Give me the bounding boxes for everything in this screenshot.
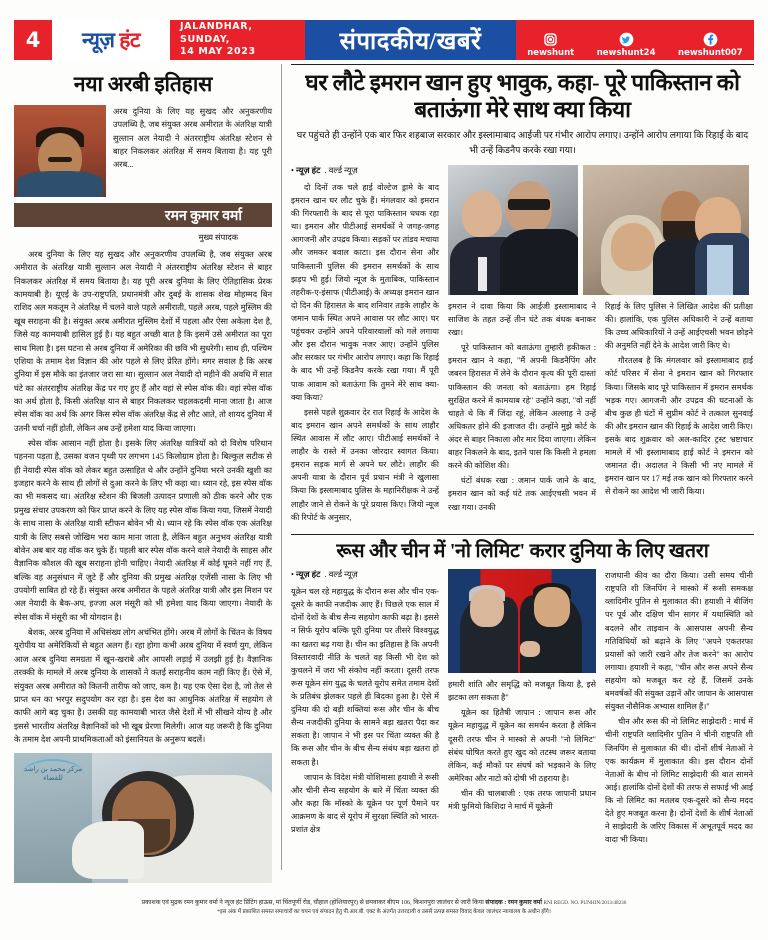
page-content (14, 64, 754, 892)
lead-photos (448, 165, 753, 295)
editor-portrait (14, 105, 106, 197)
footer-imprint (14, 898, 754, 908)
imran-khan-photo-left (448, 165, 578, 295)
main-stories-area (291, 64, 754, 848)
footer-jurisdiction: *इस अंक में प्रकाशित समस्त समाचारों का चयन एवं संपादन हेतु पी.आर.बी. एक्ट के अंतर्गत उत्तरदायी व उससे उत्पन्न समस्त विवाद केवल जालंधर न्यायालय के अधीन होंगे। (217, 908, 551, 915)
second-paragraph: राजधानी कीव का दौरा किया। उसी समय चीनी राष्ट्रपति शी जिनपिंग ने मास्को में रूसी समकक्ष व्लादिमीर पुतिन से मुलाकात की। हयाशी ने बीजिंग पर पूर्व और दक्षिण चीन सागर में यथास्थिति को बदलने और ताइवान के आसपास अपनी सैन्य गतिविधियों को बढ़ाने के लिए "अपने एकतरफा प्रयासों को जारी रखने और तेज करने" का आरोप लगाया। हयाशी ने कहा, "चीन और रूस अपने सैन्य सहयोग को मजबूत कर रहे हैं, जिसमें उनके बमवर्षकों की संयुक्त उड़ानें और जापान के आसपास संयुक्त नौसैनिक अभ्यास शामिल हैं।" (605, 571, 753, 712)
dateline-date: 14 MAY 2023 (180, 46, 256, 58)
lead-story (291, 64, 754, 526)
kicker-desk: वर्ल्ड न्यूज़ (328, 165, 358, 175)
second-story-columns (291, 569, 754, 848)
editorial-paragraph: बेशक, अरब दुनिया में अधिसंख्य लोग अचंभित होंगे। अरब में लोगों के चिंतन के विषय यूरोपीय या अमेरिकियों से बहुत अलग हैं। रहा होगा कभी अरब दुनिया में स्वर्ण युग, लेकिन आज अरब दुनिया समग्रता में खून-खराबे और आपसी लड़ाई में उलझी हुई है। वैज्ञानिक तरक्की के मामले में अरब दुनिया के शासकों ने कतई सराहनीय काम नहीं किए हैं। ऐसे में, संयुक्त अरब अमीरात को कितनी तारीफ को जाए, कम है। यह एक ऐसा देश है, जो तेल से प्राप्त धन का भरपूर सदुपयोग कर रहा है। इस देश का आधुनिक अंतरिक्ष में सहयोग ले काफी आगे बढ़ चुका है। उसकी यह कामयाबी भारत जैसे देशों में भी सीखने योग्य है और इससे भारतीय अंतरिक्ष वैज्ञानिकों को भी खूब प्रेरणा मिलेगी। आज यह जरूरी है कि दुनिया के तमाम देश अपनी प्राथमिकताओं को इंसानियत के अनुरूप बदलें। (14, 628, 272, 744)
kicker-brand: न्यूज़ हंट (296, 165, 321, 175)
lead-paragraph: रिहाई के लिए पुलिस ने लिखित आदेश की प्रतीक्षा की। हालांकि, एक पुलिस अधिकारी ने उन्हें बताया कि उच्च अधिकारियों ने उन्हें आईएचसी भवन छोड़ने की अनुमति नहीं देने के आदेश जारी किए थे। (605, 301, 753, 351)
dateline (170, 20, 305, 60)
section-title: संपादकीय/खबरें (305, 20, 516, 60)
lead-sub-columns (448, 300, 753, 516)
facebook-icon (703, 32, 718, 47)
kicker-brand: न्यूज़ हंट (296, 570, 321, 580)
lead-right-block (448, 165, 753, 526)
social-handles (516, 20, 754, 60)
footer-editor: संपादक : रमन कुमार वर्मा (485, 899, 542, 906)
second-column-3 (605, 569, 753, 848)
second-paragraph-subhead: चीन और रूस की नो लिमिट साझेदारी : मार्च में चीनी राष्ट्रपति व्लादिमीर पुतिन ने चीनी राष्ट्रपति शी जिनपिंग से मुलाकात की थी। दोनों शीर्ष नेताओं ने एक कार्यक्रम में मुलाकात की। इस दौरान दोनों नेताओं के बीच नो लिमिट साझेदारी की बात सामने आई। हालांकि दोनों देशों की तरफ से सफाई भी आई कि नो लिमिट का मतलब एक-दूसरे को सैन्य मदद देते हुए मजबूत करना है। दोनों देशों के शीर्ष नेताओं ने साझेदारी के जरिए विकास में अभूतपूर्व मदद का वादा भी किया। (605, 717, 753, 845)
imran-khan-photo-right (583, 165, 749, 295)
second-column-2 (448, 569, 596, 848)
second-paragraph-subhead: चीन की चालबाजी : एक तरफ जापानी प्रधान मंत्री फुमियो किशिदा ने मार्च में यूक्रेनी (448, 789, 596, 812)
second-paragraph: यूक्रेन चल रहे महायुद्ध के दौरान रूस और चीन एक-दूसरे के काफी नजदीक आए हैं। पिछले एक साल में दोनों देशों के बीच सैन्य सहयोग काफी बढ़ा है। इससे न सिर्फ यूरोप बल्कि पूरी दुनिया पर तीसरे विश्वयुद्ध का खतरा बढ़ गया है। चीन का इतिहास है कि अपनी विस्तारवादी नीति के चलते वह किसी भी देश को कुचलने में जरा भी संकोच नहीं करता। दूसरी तरफ रूस यूक्रेन संग युद्ध के चलते यूरोप समेत तमाम देशों के प्रतिबंध झेलकर पहले ही बिदका हुआ है। ऐसे में दुनिया की दो बड़ी शक्तियां रूस और चीन के बीच सैन्य नजदीकी दुनिया के सामने बड़ा खतरा पैदा कर सकता है। जापान ने भी इस पर चिंता व्यक्त की है कि रूस और चीन के बीच सैन्य संबंध बड़ा खतरा हो सकता है। (291, 587, 439, 767)
editorial-intro: अरब दुनिया के लिए यह सुखद और अनुकरणीय उपलब्धि है, जब संयुक्त अरब अमीरात के अंतरिक्ष यात्री सुल्तान अल नेयादी ने अंतरराष्ट्रीय अंतरिक्ष स्टेशन से बाहर निकलकर अंतरिक्ष में समय बिताया है। यह पूरी अरब... (113, 107, 272, 170)
editorial-paragraph: अरब दुनिया के लिए यह सुखद और अनुकरणीय उपलब्धि है, जब संयुक्त अरब अमीरात के अंतरिक्ष यात्री सुल्तान अल नेयादी ने अंतरराष्ट्रीय अंतरिक्ष स्टेशन से बाहर निकलकर अंतरिक्ष में समय बिताया है। यह पूरी अरब दुनिया के लिए ऐतिहासिक प्रेरक कामयाबी है। यूएई के उप-राष्ट्रपति, प्रधानमंत्री और दुबई के शासक शेख मोहम्मद बिन राशिद अल मकतूम ने अंतरिक्ष में चलने वाले पहले अमीराती, पहले अरब, पहले मुस्लिम की खूब सराहना की है। संयुक्त अरब अमीरात मुस्लिम देशों में पहला और ऐसा अकेला देश है, जिसे यह कामयाबी हासिल हुई है। यह बहुत अच्छी बात है कि इसमें उसे अमीरात का पूरा साथ मिला है। इस घटना से अरब दुनिया में अमेरिका की छवि भी सुधरेगी। साथ ही, पश्चिम एशिया के तमाम देश विज्ञान की ओर पहले से लिए प्रेरित होंगे। मगर सवाल है कि अरब दुनिया में इस मौके का इंतजार जरा सा था। सुल्तान अल नेयादी दो महीने की अवधि में सात घंटे का अंतरराष्ट्रीय अंतरिक्ष केंद्र पर गए हुए हैं और वहां से स्पेस वॉक की। वहां स्पेस वॉक का अर्थ होता है, किसी अंतरिक्ष यान से बाहर निकलकर चहलकदमी माना जाता है। आज स्पेस वॉक का अर्थ कि अगर किस स्पेस वॉक अंतरिक्ष केंद्र से लौट आते, तो शायद दुनिया में उतनी चर्चा नहीं होती, लेकिन अब उन्हें हमेशा याद किया जाएगा। (14, 250, 272, 433)
lead-paragraph-subhead: घंटों बंधक रखा : जमान पार्क जाने के बाद, इमरान खान को कई घंटे तक आईएचसी भवन में रखा गया। उनकी (448, 476, 596, 512)
page-footer (14, 898, 754, 916)
second-paragraph: जापान के विदेश मंत्री योशिमासा हयाशी ने रूसी और चीनी सैन्य सहयोग के बारे में चिंता व्यक्त की और कहा कि मॉस्को के यूक्रेन पर पूर्ण पैमाने पर आक्रमण के बाद से यूरोप में सुरक्षा स्थिति को भारत-प्रशांत क्षेत्र (291, 772, 439, 835)
footer-rni-number: RNI REGD. NO. PUNHIN/2013/48236 (543, 900, 627, 906)
editorial-column (14, 64, 282, 870)
lead-headline[interactable]: घर लौटे इमरान खान हुए भावुक, कहा- पूरे पाकिस्तान को बताऊंगा मेरे साथ क्या किया (305, 70, 740, 122)
editorial-title: नया अरबी इतिहास (73, 72, 213, 96)
dateline-city-day: JALANDHAR, SUNDAY, (180, 20, 253, 45)
second-paragraph: हमारी शांति और समृद्धि को मजबूत किया है, इसे झटका लग सकता है" (448, 680, 596, 703)
newspaper-logo[interactable] (52, 20, 170, 60)
lead-paragraph-subhead: पूरे पाकिस्तान को बताऊंगा तुम्हारी हकीकत : इमरान खान ने कहा, "मैं अपनी किडनैपिंग और जबरन हिरासत में लेने के दौरान कृत्य की पूरी दास्तां पाकिस्तान की जनता को बताऊंगा। हम रिहाई सुरक्षित करने में कामयाब रहे" उन्होंने कहा, "वो नहीं चाहते थे कि मैं जिंदा रहूं, लेकिन अल्लाह ने उन्हें अधिकतर होने की इजाजत दी। उन्होंने मुझे कोर्ट के अंदर से बाहर निकाला और मार दिया जाएगा। लेकिन बाहर निकलने के बाद, इतने पास कि किसी ने हमला करने की कोशिश की। (448, 343, 596, 471)
footer-publisher: प्रकाशक एवं मुद्रक रमन कुमार वर्मा ने न्यूज हंट प्रिंटिंग हाऊस, मां चिंतपूर्णी रोड, चौहाल (होशियारपुर) से छपवाकर बीएम 106, किशनपुरा जालंधर से जारी किया (141, 899, 486, 906)
editorial-body (14, 248, 272, 746)
second-paragraph-subhead: यूक्रेन का हितैषी जापान : जापान रूस और यूक्रेन महायुद्ध में यूक्रेन का समर्थन करता है लेकिन दूसरी तरफ चीन ने मास्को से अपनी "नो लिमिट" संबंध घोषित करते हुए खुद को तटस्थ जरूर बताया लेकिन, कई मौकों पर संघर्ष को भड़काने के लिए अमेरिका और नाटो को दोषी भी ठहराया है। (448, 708, 596, 783)
instagram-icon (543, 32, 558, 47)
editorial-paragraph: स्पेस वॉक आसान नहीं होता है। इसके लिए अंतरिक्ष यात्रियों को दो विशेष परिधान पहनना पड़ता है, उसका वजन पृथ्वी पर लगभग 145 किलोग्राम होता है। बिल्कुल सटीक से ही नेयादी स्पेस वॉक को लेकर बहुत उत्साहित थे और उन्होंने दुनिया भरने उनकी खुशी का इजहार करने के साथ ही लोगों से दुआ करने के लिए भी कहा था। ध्यान रहे, इस स्पेस वॉक का भी मकसद था। अंतरिक्ष स्टेशन की बिजली उत्पादन प्रणाली को ठीक करने और एक प्रमुख संचार उपकरण को फिर प्राप्त करने के लिए यह स्पेस वॉक किया गया, जिसमें नेयादी के साथ नासा के अंतरिक्ष यात्री स्टीफन बोवेन भी थे। ध्यान रहे कि स्पेस वॉक एक अंतरिक्ष यात्री के लिए सबसे जोखिम भरा काम माना जाता है, लेकिन बहुत अनुभव अंतरिक्ष यात्री बोवेन अब बार यह वॉक कर चुके हैं। पहली बार स्पेस वॉक करने वाले नेयादी के साहस और वैज्ञानिक कौशल की खूब सराहना होनी चाहिए। नेयादी अंतरिक्ष में कोई घूमने नहीं गए हैं, बल्कि वह अनुसंधान में जुटे हैं और दुनिया की प्रमुख अंतरिक्ष एजेंसी नासा के लिए भी उपयोगी साबित हो रहे हैं। संयुक्त अरब अमीरात के पहले अंतरिक्ष यात्री और इस मिशन पर अल नेयादी के बैक-अप, हज्जा अल मंसूरी को भी हमेशा याद किया जाएगा। नेयादी के स्पेस वॉक में मंसूरी का भी योगदान है। (14, 439, 272, 622)
space-centre-logo: مركز محمد بن راشد للفضاء (23, 765, 83, 783)
lead-paragraph: इससे पहले शुक्रवार देर रात रिहाई के आदेश के बाद इमरान खान अपने समर्थकों के साथ लाहौर स्थित आवास में लौट आए। पीटीआई समर्थकों ने लाहौर के रास्ते में उनका जोरदार स्वागत किया। इमरान सड़क मार्ग से अपने घर लौटे। लाहौर की अपनी यात्रा के दौरान पूर्व प्रधान मंत्री ने खुलासा किया कि इस्लामाबाद पुलिस के महानिरीक्षक ने उन्हें लाहौर जाने से रोकने के पूरे प्रयास किए। जियो न्यूज की रिपोर्ट के अनुसार, (291, 407, 439, 522)
lead-column-1 (291, 165, 439, 526)
page-number: 4 (14, 20, 52, 60)
divider (291, 64, 754, 65)
lead-story-columns (291, 165, 754, 526)
editorial-role: मुख्य संपादक (198, 233, 238, 242)
logo-text-part2: हंट (119, 28, 140, 52)
lead-kicker: • न्यूज़ हंट . वर्ल्ड न्यूज़ (291, 165, 358, 175)
second-kicker: • न्यूज़ हंट . वर्ल्ड न्यूज़ (291, 570, 358, 580)
editorial-author: रमन कुमार वर्मा (14, 203, 272, 227)
lead-paragraph: इमरान ने दावा किया कि आईजी इस्लामाबाद ने साजिश के तहत उन्हें तीन घंटे तक बंधक बनाकर रखा। (448, 301, 596, 338)
lead-paragraph: गौरतलब है कि मंगलवार को इस्लामाबाद हाई कोर्ट परिसर में सेना ने इमरान खान को गिरफ्तार किया। जिसके बाद पूरे पाकिस्तान में इमरान समर्थक भड़क गए। आगजनी और उपद्रव की घटनाओं के बीच कुछ ही घंटों में सुप्रीम कोर्ट ने तत्काल सुनवाई की और इमरान खान की रिहाई के आदेश जारी किए। इसके बाद शुक्रवार को अल-कादिर ट्रस्ट भ्रष्टाचार मामले में भी इस्लामाबाद हाई कोर्ट ने इमरान को जमानत दी। अदालत ने किसी भी नए मामले में इमरान खान पर 17 मई तक खान को गिरफ्तार करने से रोकने का आदेश भी जारी किया। (605, 356, 753, 497)
editorial-header (14, 105, 272, 197)
instagram-handle: newshunt (527, 48, 575, 58)
second-story (291, 534, 754, 849)
second-headline[interactable]: रूस और चीन में 'नो लिमिट' करार दुनिया के लिए खतरा (336, 540, 709, 562)
masthead (0, 20, 768, 60)
facebook-handle: newshunt007 (678, 48, 743, 58)
putin-xi-photo (448, 569, 596, 673)
second-column-1 (291, 569, 439, 848)
divider (291, 534, 754, 535)
lead-subheadline: घर पहुंचते ही उन्होंने एक बार फिर शहबाज सरकार और इस्लामाबाद आईजी पर गंभीर आरोप लगाए। उन्होंने आरोप लगाया कि रिहाई के बाद भी उन्हें किडनैप करके रखा गया। (296, 131, 749, 156)
lead-paragraph: दो दिनों तक चले हाई वोल्टेज ड्रामे के बाद इमरान खान घर लौट चुके हैं। मंगलवार को इमरान की गिरफ्तारी के बाद से पूरा पाकिस्तान धधक रहा था। इमरान और पीटीआई समर्थकों ने जगह-जगह आगजनी और उपद्रव किया। सड़कों पर तांडव मचाया और जमकर बवाल काटा। इस दौरान सेना और पाकिस्तानी पुलिस की इमरान समर्थकों के साथ झड़प भी हुई। जियो न्यूज के मुताबिक, पाकिस्तान तहरीक-ए-इंसाफ (पीटीआई) के अध्यक्ष इमरान खान दो दिन की हिरासत के बाद शनिवार तड़के लाहौर के जमान पार्क स्थित अपने आवास पर लौट आए। घर पहुंचकर उन्होंने अपने परिवारवालों को गले लगाया और इस दौरान भावुक नजर आए। उन्होंने पुलिस और सरकार पर गंभीर आरोप लगाए। कहा कि रिहाई के बाद भी उन्हें किडनैप करके रखा गया। मैं पूरी पाक आवाम को बताऊंगा कि तुमने मेरे साथ क्या-क्या किया? (291, 182, 439, 402)
social-facebook[interactable] (678, 32, 743, 58)
twitter-icon (619, 32, 634, 47)
astronaut-photo (14, 753, 272, 883)
kicker-desk: वर्ल्ड न्यूज़ (328, 570, 358, 580)
social-twitter[interactable] (597, 32, 656, 58)
twitter-handle: newshunt24 (596, 48, 656, 58)
lead-column-3 (605, 300, 753, 516)
logo-text-part1: न्यूज़ (82, 28, 115, 52)
lead-column-2 (448, 300, 596, 516)
social-instagram[interactable] (527, 32, 574, 58)
